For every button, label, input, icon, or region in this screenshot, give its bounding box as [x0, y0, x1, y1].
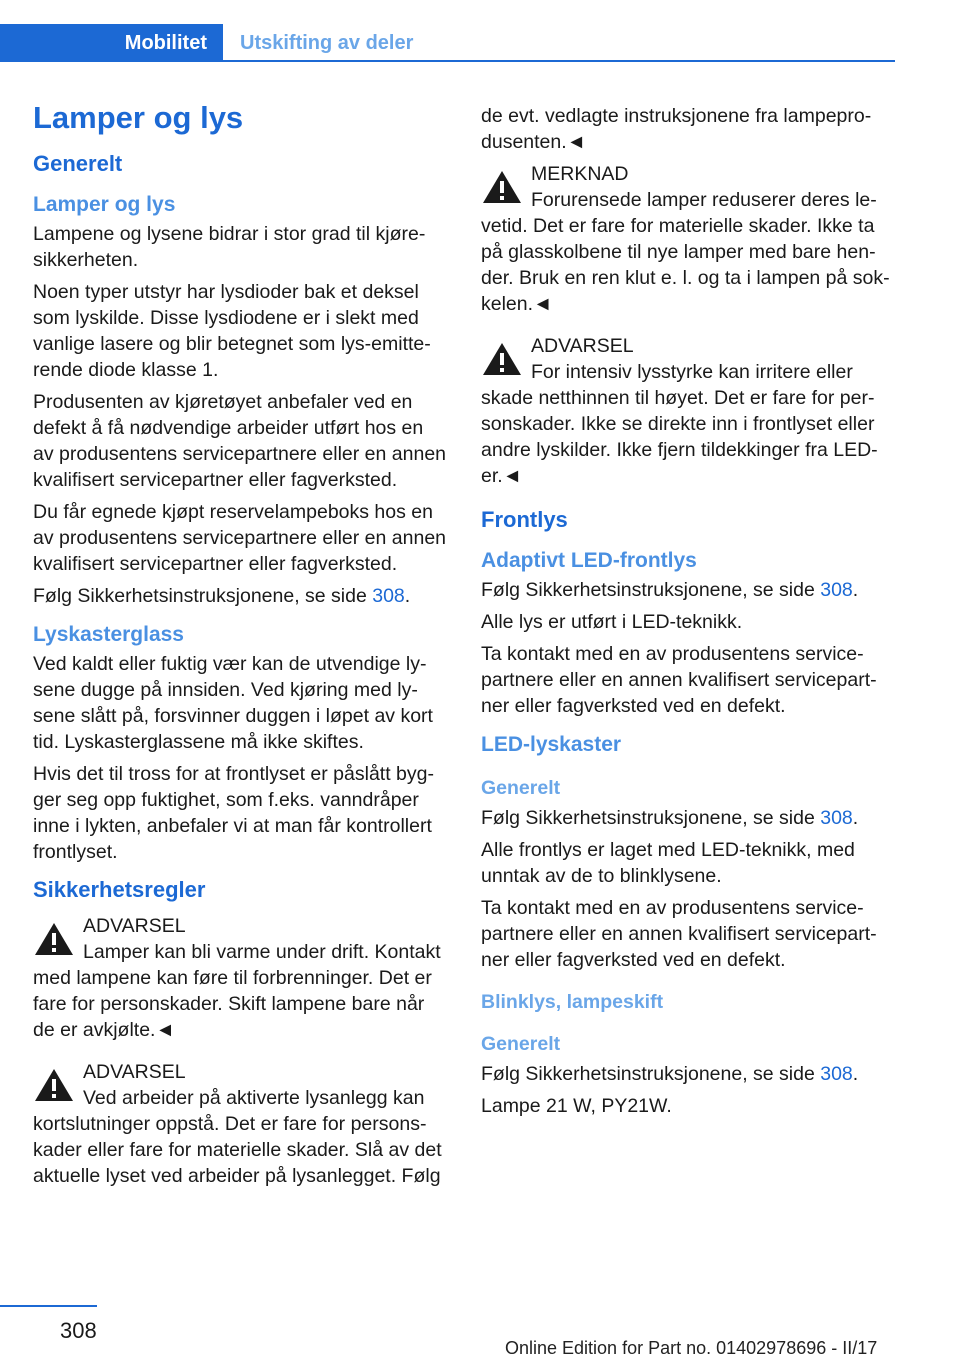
warning-title: ADVARSEL [531, 335, 634, 357]
paragraph-end: . [852, 807, 859, 829]
warning-triangle-icon [33, 1067, 75, 1103]
warning-text: Ved arbeider på aktiverte lysanlegg kan kortslutninger oppstå. Det er fare for personskader eller fare for materielle skader. Slå av det aktuelle lyset ved arbeider på lysanlegget. Følg [33, 1087, 442, 1187]
paragraph-with-link [481, 577, 896, 603]
page-link[interactable]: 308 [820, 1063, 853, 1085]
right-column [481, 103, 896, 1125]
footer-divider [0, 1305, 97, 1307]
paragraph-end: . [852, 1063, 859, 1085]
paragraph: Ta kontakt med en av produsentens servicepartnere eller en annen kvalifisert servicepartner eller fagverksted ved en defekt. [481, 643, 877, 717]
paragraph: de evt. vedlagte instruksjonene fra lampeprodusenten.◄ [481, 105, 872, 153]
page-title: Lamper og lys [33, 100, 244, 135]
paragraph: Alle lys er utført i LED-teknikk. [481, 611, 743, 633]
paragraph-text: Følg Sikkerhetsinstruksjonene, se side [33, 585, 373, 607]
subsection-heading-lyskasterglass: Lyskasterglass [33, 623, 184, 646]
header-divider [0, 60, 895, 62]
warning-text: For intensiv lysstyrke kan irritere eller skade netthinnen til høyet. Det er fare for personskader. Ikke se direkte inn i frontlyset eller andre lyskilder. Ikke fjern tildekkinger fra LED-er.◄ [481, 361, 878, 487]
paragraph: Du får egnede kjøpt reservelampeboks hos en av produsentens servicepartnere eller en annen kvalifisert servicepartner eller fagverksted. [33, 501, 447, 575]
warning-title: ADVARSEL [83, 915, 186, 937]
section-heading-generelt: Generelt [33, 151, 123, 176]
warning-title: ADVARSEL [83, 1061, 186, 1083]
note-title: MERKNAD [531, 163, 629, 185]
paragraph-with-link [481, 1061, 896, 1087]
tab-utskifting-av-deler[interactable]: Utskifting av deler [240, 32, 414, 54]
header-bar [0, 24, 895, 62]
paragraph-with-link [481, 805, 896, 831]
warning-text: Lamper kan bli varme under drift. Kontakt med lampene kan føre til forbrenninger. Det er fare for personskader. Skift lampene bare når de er avkjølte.◄ [33, 941, 441, 1041]
page-link[interactable]: 308 [372, 585, 405, 607]
paragraph-text: Følg Sikkerhetsinstruksjonene, se side [481, 579, 821, 601]
warning-triangle-icon [481, 341, 523, 377]
paragraph-end: . [404, 585, 411, 607]
page-link[interactable]: 308 [820, 807, 853, 829]
paragraph: Noen typer utstyr har lysdioder bak et deksel som lyskilde. Disse lysdiodene er i slekt med vanlige lasere og blir betegnet som lys-emitterende diode klasse 1. [33, 281, 431, 381]
left-column [33, 95, 448, 1205]
section-heading-frontlys: Frontlys [481, 507, 568, 532]
paragraph: Ta kontakt med en av produsentens servicepartnere eller en annen kvalifisert servicepartner eller fagverksted ved en defekt. [481, 897, 877, 971]
paragraph: Produsenten av kjøretøyet anbefaler ved en defekt å få nødvendige arbeider utført hos en av produsentens servicepartnere eller en annen kvalifisert servicepartner eller fagverksted. [33, 391, 447, 491]
subsection-heading-lamper: Lamper og lys [33, 193, 176, 216]
page-link[interactable]: 308 [820, 579, 853, 601]
section-heading-sikkerhetsregler: Sikkerhetsregler [33, 877, 206, 902]
warning-block [33, 913, 448, 1043]
paragraph: Lampene og lysene bidrar i stor grad til kjøresikkerheten. [33, 223, 426, 271]
edition-label: Online Edition for Part no. 01402978696 - II/17 [505, 1338, 878, 1358]
paragraph: Lampe 21 W, PY21W. [481, 1095, 672, 1117]
note-block [481, 161, 896, 317]
minor-heading-blinklys: Blinklys, lampeskift [481, 991, 664, 1013]
paragraph-end: . [852, 579, 859, 601]
paragraph-text: Følg Sikkerhetsinstruksjonene, se side [481, 1063, 821, 1085]
subsection-heading-led-lyskaster: LED-lyskaster [481, 733, 622, 756]
page-number: 308 [60, 1318, 97, 1343]
minor-heading-generelt: Generelt [481, 777, 561, 799]
warning-triangle-icon [33, 921, 75, 957]
tab-mobilitet[interactable]: Mobilitet [0, 24, 223, 62]
paragraph: Ved kaldt eller fuktig vær kan de utvendige lysene dugge på innsiden. Ved kjøring med lysene slått på, forsvinner duggen i løpet av kort tid. Lyskasterglassene må ikke skiftes. [33, 653, 433, 753]
paragraph: Hvis det til tross for at frontlyset er påslått bygger seg opp fuktighet, som f.eks. vanndråper inne i lykten, anbefaler vi at man får kontrollert frontlyset. [33, 763, 434, 863]
subsection-heading-adaptivt: Adaptivt LED-frontlys [481, 549, 697, 572]
paragraph: Alle frontlys er laget med LED-teknikk, med unntak av de to blinklysene. [481, 839, 855, 887]
note-text: Forurensede lamper reduserer deres levetid. Det er fare for materielle skader. Ikke ta på glasskolbene til nye lamper med bare hender. Bruk en ren klut e. l. og ta i lampen på sokkelen.◄ [481, 189, 890, 315]
warning-block [33, 1059, 448, 1189]
warning-triangle-icon [481, 169, 523, 205]
minor-heading-generelt: Generelt [481, 1033, 561, 1055]
paragraph-with-link [33, 583, 448, 609]
paragraph-text: Følg Sikkerhetsinstruksjonene, se side [481, 807, 821, 829]
warning-block [481, 333, 896, 489]
